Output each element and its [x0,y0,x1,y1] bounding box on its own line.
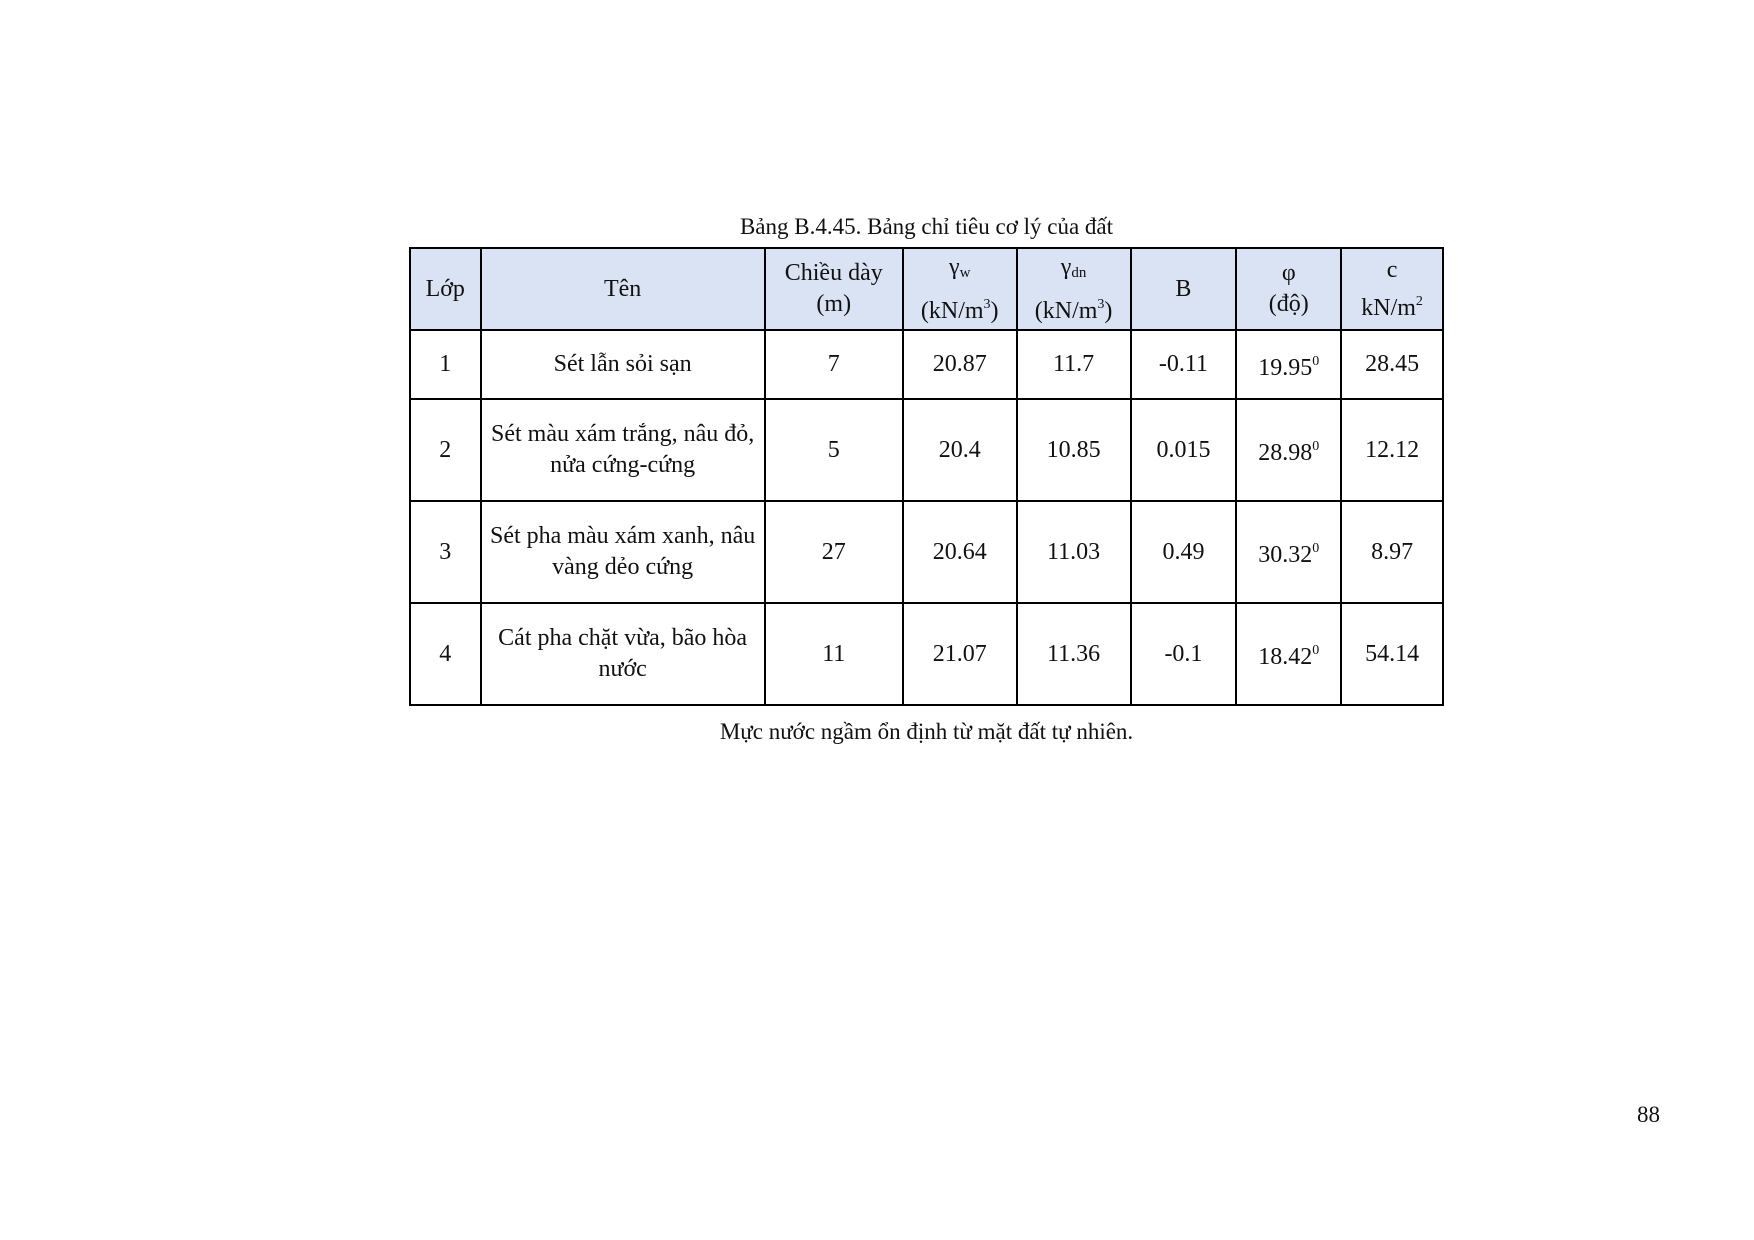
cell-c: 8.97 [1341,501,1443,603]
gamma-w-unit: (kN/m [920,297,984,324]
phi-degree-sup: 0 [1312,439,1320,454]
header-c [1341,248,1443,330]
header-b: B [1131,248,1237,330]
c-unit-exponent: 2 [1415,293,1423,309]
table-row [410,399,1443,501]
phi-value: 19.95 [1258,354,1313,381]
header-gamma-dn [1017,248,1131,330]
table-row [410,603,1443,705]
header-ten: Tên [481,248,765,330]
gamma-dn-unit-close: ) [1104,297,1113,324]
gamma-dn-symbol: γ [1060,253,1072,280]
cell-ten: Sét pha màu xám xanh, nâu vàng dẻo cứng [481,501,765,603]
cell-b: -0.1 [1131,603,1237,705]
header-chieu-day-label: Chiều dày [784,260,883,286]
header-chieu-day-unit: (m) [816,291,852,317]
cell-phi [1236,399,1341,501]
cell-chieu-day: 27 [765,501,903,603]
cell-ten: Sét màu xám trắng, nâu đỏ, nửa cứng-cứng [481,399,765,501]
c-unit: kN/m [1361,294,1416,321]
cell-gamma-w: 20.64 [903,501,1017,603]
table-row [410,501,1443,603]
page-number: 88 [1637,1102,1660,1127]
phi-value: 30.32 [1258,542,1313,568]
cell-phi [1236,501,1341,603]
phi-value: 18.42 [1258,644,1313,670]
cell-ten: Sét lẫn sỏi sạn [481,330,765,399]
phi-degree-sup: 0 [1312,643,1320,658]
cell-c: 54.14 [1341,603,1443,705]
phi-symbol: φ [1281,260,1296,286]
cell-gamma-w: 20.87 [903,330,1017,399]
cell-b: 0.49 [1131,501,1237,603]
phi-unit: (độ) [1268,291,1309,317]
table-caption: Bảng B.4.45. Bảng chỉ tiêu cơ lý của đất [739,214,1114,239]
cell-gamma-dn: 11.36 [1017,603,1131,705]
cell-lop: 1 [410,330,481,399]
cell-gamma-w: 21.07 [903,603,1017,705]
table-row [410,330,1443,399]
cell-chieu-day: 7 [765,330,903,399]
cell-gamma-dn: 11.7 [1017,330,1131,399]
cell-lop: 4 [410,603,481,705]
gamma-w-unit-close: ) [990,297,999,324]
cell-chieu-day: 5 [765,399,903,501]
cell-ten: Cát pha chặt vừa, bão hòa nước [481,603,765,705]
cell-phi [1236,603,1341,705]
cell-b: -0.11 [1131,330,1237,399]
cell-gamma-dn: 11.03 [1017,501,1131,603]
cell-lop: 2 [410,399,481,501]
cell-b: 0.015 [1131,399,1237,501]
gamma-w-unit-exponent: 3 [983,296,991,312]
cell-c: 12.12 [1341,399,1443,501]
header-lop: Lớp [410,248,481,330]
cell-phi [1236,330,1341,399]
cell-gamma-dn: 10.85 [1017,399,1131,501]
gamma-dn-unit-exponent: 3 [1097,296,1105,312]
phi-value: 28.98 [1258,440,1313,466]
cell-lop: 3 [410,501,481,603]
table-header-row [410,248,1443,330]
cell-c: 28.45 [1341,330,1443,399]
header-chieu-day [765,248,903,330]
gamma-dn-subscript: dn [1071,264,1087,281]
phi-degree-sup: 0 [1312,541,1320,556]
header-phi [1236,248,1341,330]
groundwater-note: Mực nước ngầm ổn định từ mặt đất tự nhiên. [719,719,1134,744]
phi-degree-sup: 0 [1312,353,1320,369]
cell-gamma-w: 20.4 [903,399,1017,501]
gamma-dn-unit: (kN/m [1034,297,1098,324]
header-gamma-w [903,248,1017,330]
c-symbol: c [1386,256,1398,283]
soil-properties-table [409,247,1444,706]
cell-chieu-day: 11 [765,603,903,705]
gamma-w-subscript: w [959,264,971,281]
gamma-w-symbol: γ [948,253,960,280]
